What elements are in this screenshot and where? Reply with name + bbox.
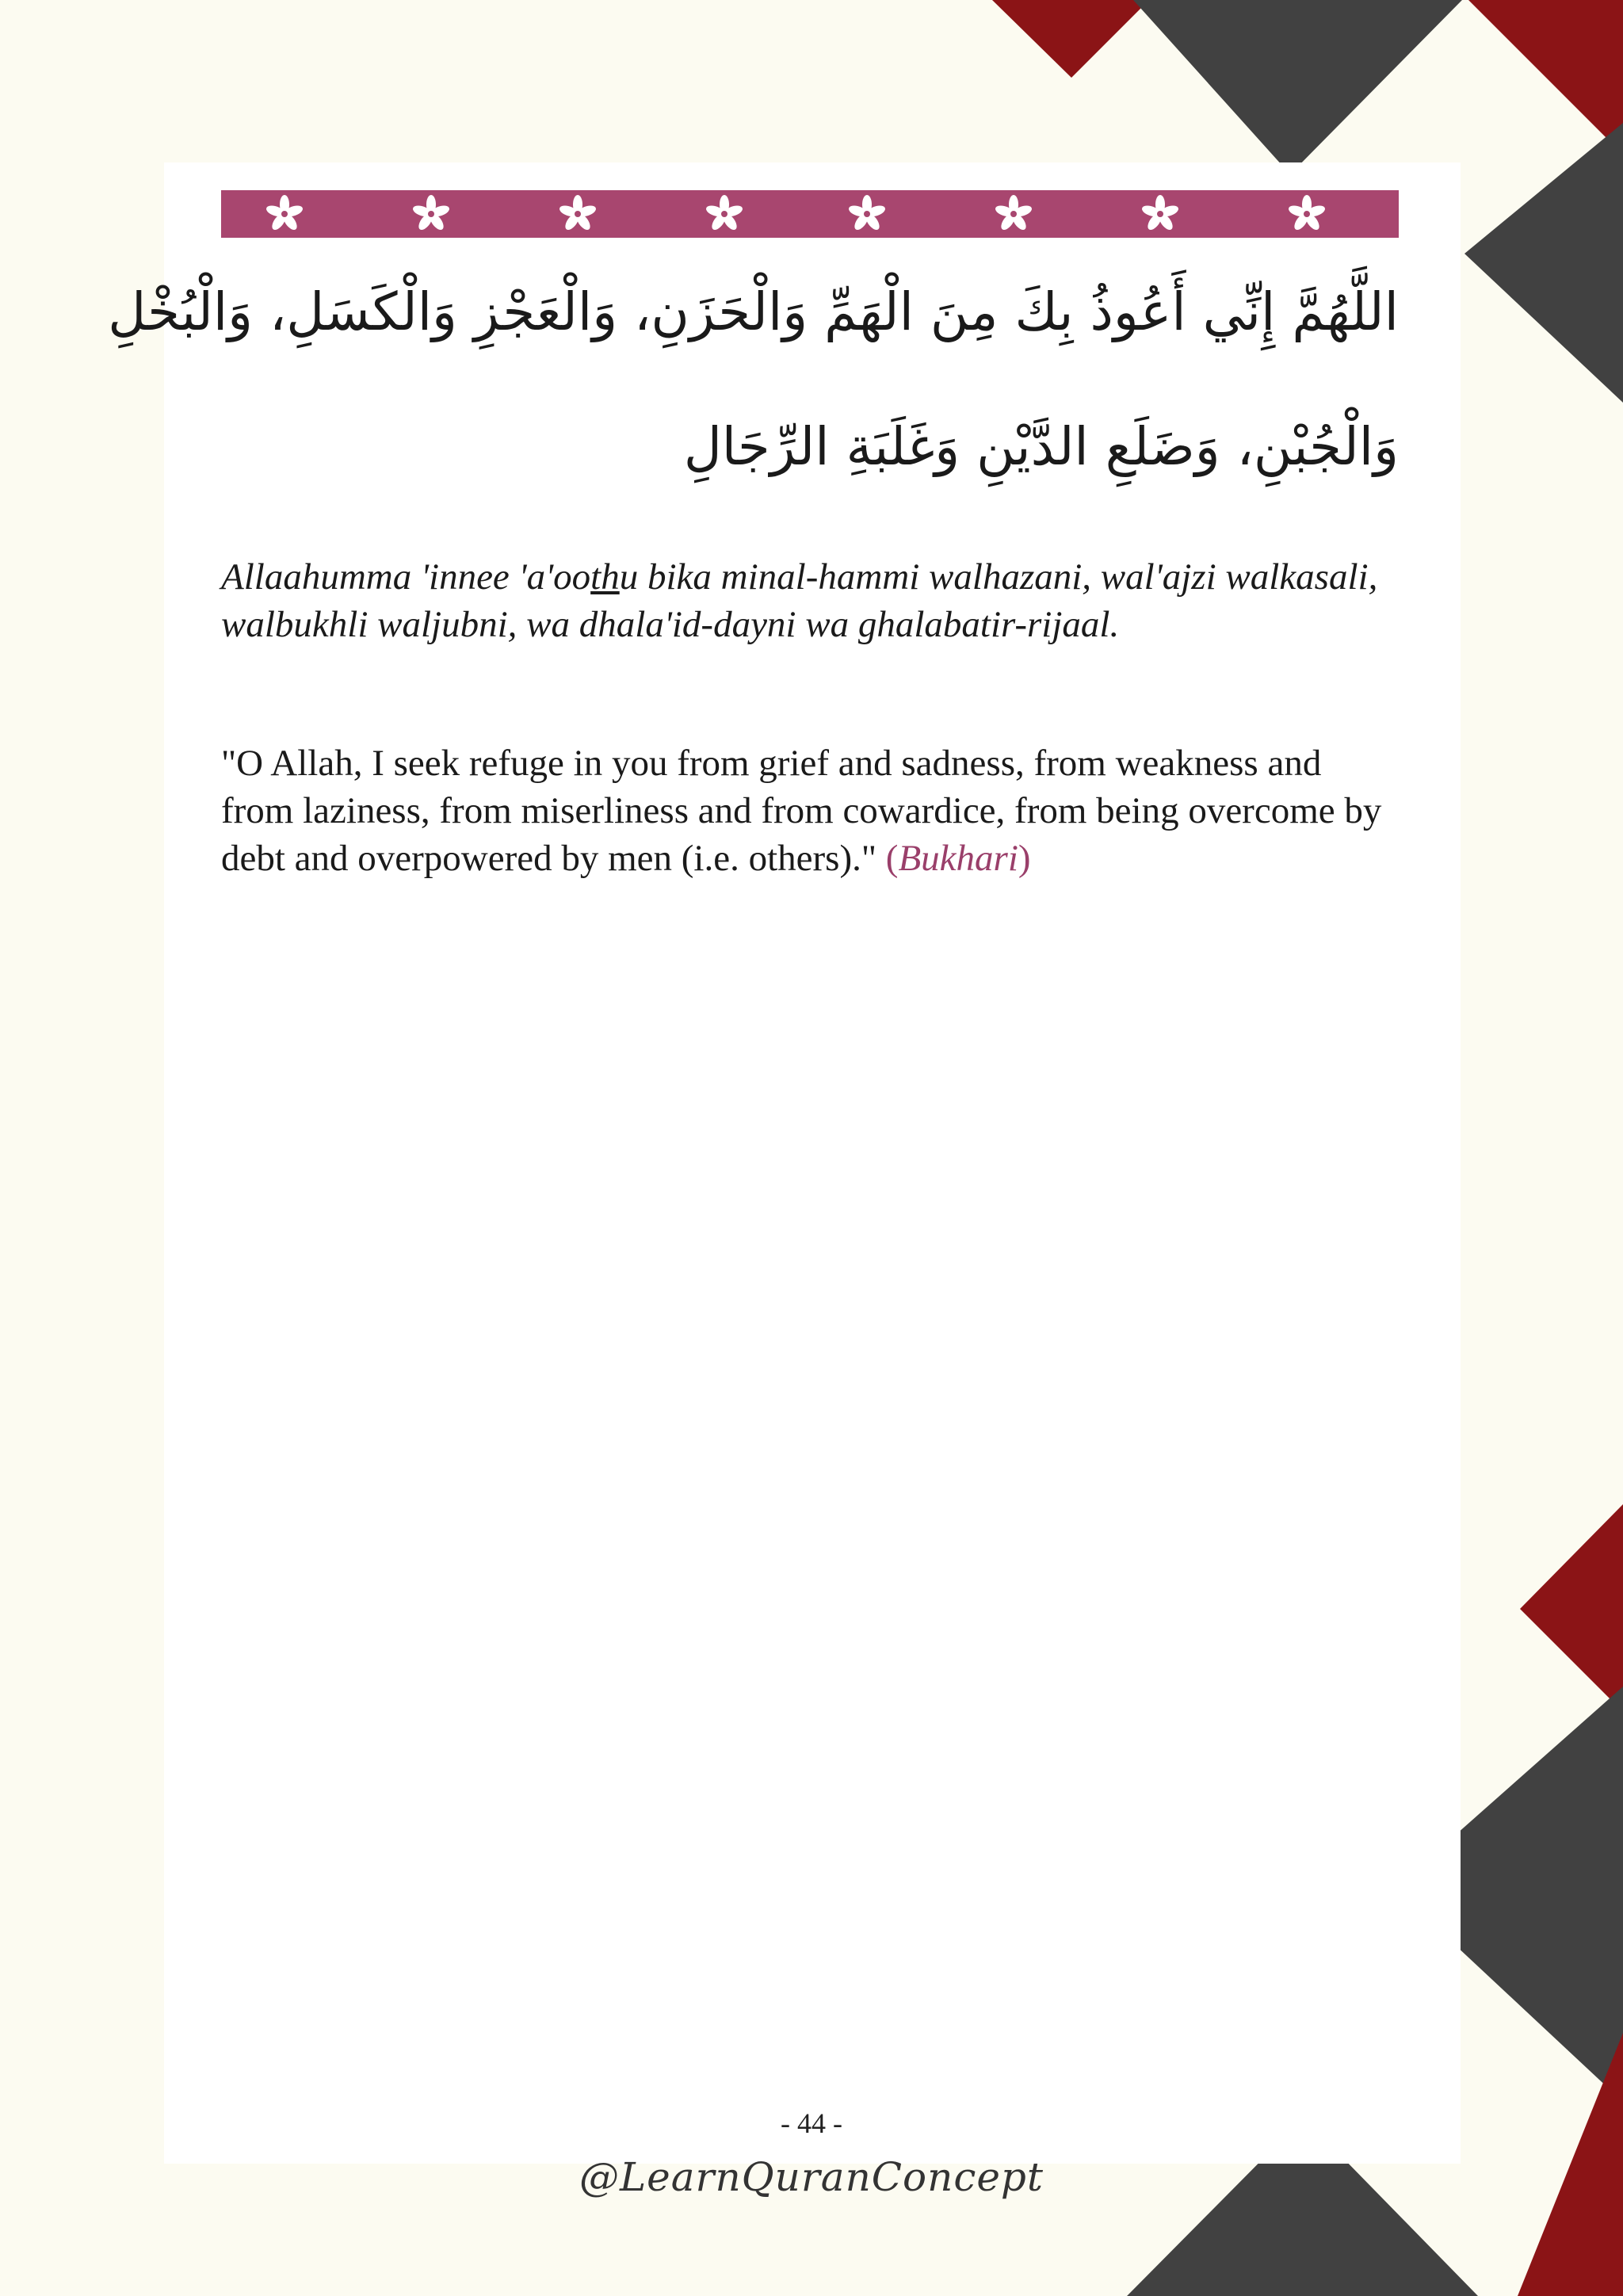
deco-gray-top [1133, 0, 1462, 174]
flower-icon [705, 194, 744, 234]
translation-text: "O Allah, I seek refuge in you from grief and sadness, from weakness and from laziness, from miserliness and from cowardice, from being overcome by debt and overpowered by men (i.e. others)." [221, 743, 1382, 879]
floral-banner [221, 190, 1399, 238]
source-open: ( [885, 838, 899, 879]
page-card [108, 162, 1461, 2164]
page-number: - 44 - [781, 2107, 842, 2139]
flower-icon [847, 194, 887, 234]
flower-icon [994, 194, 1033, 234]
deco-gray-top-right [1465, 123, 1623, 403]
source-close: ) [1018, 838, 1031, 879]
transliteration [221, 553, 1399, 648]
transliteration-part-b: u bika minal-hammi walhazani, wal'ajzi walkasali, walbukhli waljubni, wa dhala'id-dayni wa ghalabatir-rijaal. [221, 556, 1378, 645]
translation [221, 739, 1399, 882]
deco-red-mid-right [1520, 1504, 1623, 1712]
arabic-line-1: اللَّهُمَّ إِنِّي أَعُوذُ بِكَ مِنَ الْهَمِّ وَالْحَزَنِ، وَالْعَجْزِ وَالْكَسَلِ، وَالْبُخْلِ [108, 281, 1399, 342]
source-name: Bukhari [898, 838, 1018, 879]
flower-icon [411, 194, 451, 234]
transliteration-underlined: th [590, 556, 620, 598]
deco-red-top-right [1468, 0, 1623, 155]
flower-icon [265, 194, 304, 234]
flower-icon [558, 194, 598, 234]
author-handle: @LearnQuranConcept [579, 2154, 1044, 2200]
arabic-line-2: وَالْجُبْنِ، وَضَلَعِ الدَّيْنِ وَغَلَبَةِ الرِّجَالِ [683, 416, 1399, 477]
flower-icon [1140, 194, 1180, 234]
flower-icon [1287, 194, 1327, 234]
source-citation [886, 838, 1031, 879]
transliteration-part-a: Allaahumma 'innee 'a'oo [221, 556, 591, 598]
deco-red-top-left [992, 0, 1149, 78]
